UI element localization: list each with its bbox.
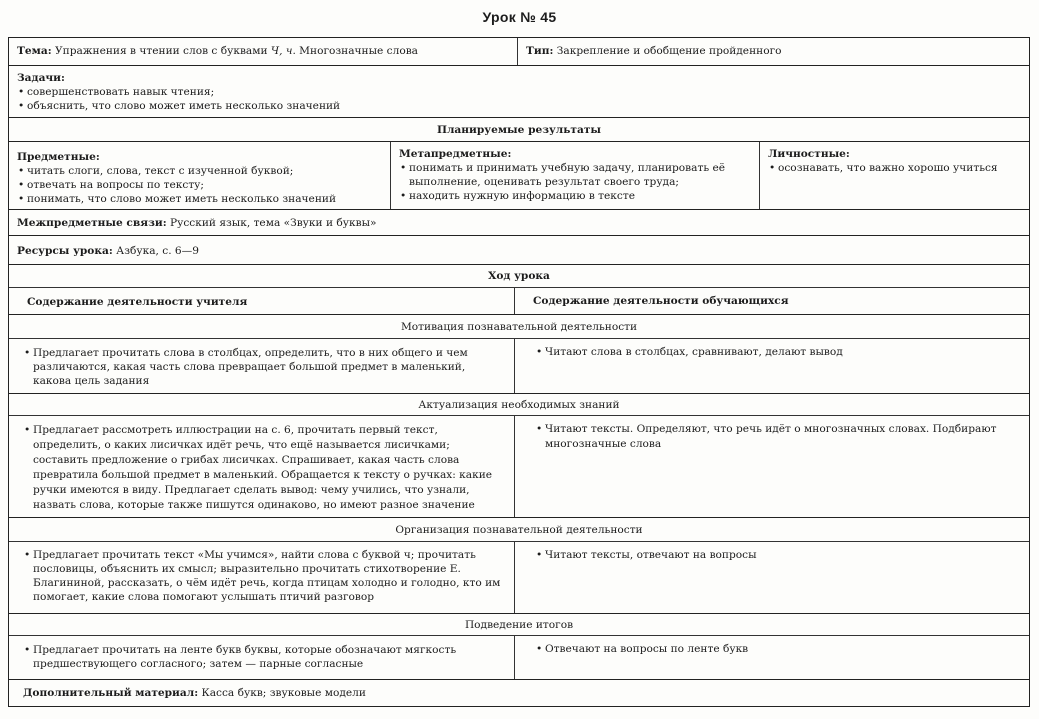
teacher-column-header: Содержание деятельности учителя bbox=[27, 296, 248, 308]
tasks-cell bbox=[9, 66, 1029, 117]
stage-name: Мотивация познавательной деятельности bbox=[400, 321, 638, 333]
subject-results-cell bbox=[9, 142, 390, 209]
stage-row bbox=[9, 541, 1029, 613]
list-item: • читать слоги, слова, текст с изученной буквой; bbox=[17, 164, 382, 178]
meta-results-label: Метапредметные: bbox=[399, 148, 512, 160]
stage-name: Актуализация необходимых знаний bbox=[418, 399, 620, 411]
list-item: • осознавать, что важно хорошо учиться bbox=[768, 161, 1021, 175]
list-item: • Предлагает рассмотреть иллюстрации на с. 6, прочитать первый текст, определить, о каких лисичках идёт речь, что ещё называется лисичками; составить предложение о грибах лисичках. Спрашивает, какая часть слова превратила большой предмет в маленький. Обращается к тексту о ручках: какие ручки имеются в виду. Предлагает сделать вывод: чему учились, что узнали, назвать слова, которые также пишутся одинаково, но имеют разное значение bbox=[23, 423, 504, 513]
list-item: • понимать, что слово может иметь несколько значений bbox=[17, 192, 382, 206]
list-item: • понимать и принимать учебную задачу, планировать её выполнение, оценивать результат своего труда; bbox=[399, 161, 751, 189]
interdisciplinary-value: Русский язык, тема «Звуки и буквы» bbox=[169, 217, 377, 229]
additional-value: Касса букв; звуковые модели bbox=[201, 687, 366, 699]
list-item: • совершенствовать навык чтения; bbox=[17, 85, 1021, 99]
stage-name: Организация познавательной деятельности bbox=[395, 524, 643, 536]
stage-row bbox=[9, 338, 1029, 393]
list-item: • отвечать на вопросы по тексту; bbox=[17, 178, 382, 192]
type-value: Закрепление и обобщение пройденного bbox=[556, 45, 782, 57]
stage-row bbox=[9, 635, 1029, 679]
teacher-activity bbox=[9, 636, 514, 679]
tasks-list bbox=[17, 85, 1021, 113]
planned-results-header: Планируемые результаты bbox=[436, 124, 602, 136]
meta-results-list bbox=[399, 161, 751, 203]
stage-header-row bbox=[9, 517, 1029, 541]
type-label: Тип: bbox=[526, 45, 554, 57]
resources-row bbox=[9, 235, 1029, 264]
interdisciplinary-cell bbox=[9, 210, 1029, 235]
personal-results-cell bbox=[759, 142, 1029, 209]
list-item: • Читают тексты. Определяют, что речь идёт о многозначных словах. Подбирают многозначные слова bbox=[535, 422, 1019, 452]
stage-name: Подведение итогов bbox=[464, 619, 574, 631]
stage-header-row bbox=[9, 314, 1029, 338]
additional-row bbox=[9, 679, 1029, 706]
lesson-plan-table bbox=[8, 37, 1030, 707]
teacher-activity bbox=[9, 542, 514, 613]
topic-value-pre: Упражнения в чтении слов с буквами bbox=[54, 45, 271, 57]
personal-results-list bbox=[768, 161, 1021, 175]
additional-cell bbox=[9, 680, 1029, 706]
students-activity bbox=[514, 339, 1029, 393]
planned-results-row bbox=[9, 141, 1029, 209]
list-item: • Предлагает прочитать текст «Мы учимся», найти слова с буквой ч; прочитать пословицы, объяснить их смысл; выразительно прочитать стихотворение Е. Благининой, рассказать, о чём идёт речь, когда птицам холодно и голодно, кто им помогает, какие слова помогают услышать птичий разговор bbox=[23, 548, 504, 604]
additional-label: Дополнительный материал: bbox=[23, 687, 199, 699]
lesson-title: Урок № 45 bbox=[482, 9, 557, 25]
teacher-activity bbox=[9, 416, 514, 517]
topic-cell bbox=[9, 38, 517, 65]
list-item: • находить нужную информацию в тексте bbox=[399, 189, 751, 203]
stage-header-row bbox=[9, 613, 1029, 635]
course-columns-row bbox=[9, 287, 1029, 314]
students-activity bbox=[514, 416, 1029, 517]
tasks-row bbox=[9, 65, 1029, 117]
topic-letters: Ч, ч bbox=[270, 45, 293, 57]
meta-results-cell bbox=[390, 142, 759, 209]
resources-value: Азбука, с. 6—9 bbox=[116, 245, 199, 257]
resources-label: Ресурсы урока: bbox=[17, 245, 113, 257]
type-cell bbox=[517, 38, 1029, 65]
list-item: • объяснить, что слово может иметь несколько значений bbox=[17, 99, 1021, 113]
list-item: • Читают слова в столбцах, сравнивают, делают вывод bbox=[535, 345, 1019, 359]
students-activity bbox=[514, 542, 1029, 613]
students-column-header: Содержание деятельности обучающихся bbox=[514, 288, 1029, 314]
list-item: • Читают тексты, отвечают на вопросы bbox=[535, 548, 1019, 562]
list-item: • Отвечают на вопросы по ленте букв bbox=[535, 642, 1019, 656]
topic-row bbox=[9, 38, 1029, 65]
planned-results-header-row bbox=[9, 117, 1029, 141]
subject-results-label: Предметные: bbox=[17, 151, 100, 163]
topic-value-post: . Многозначные слова bbox=[292, 45, 418, 57]
course-header: Ход урока bbox=[488, 270, 550, 282]
personal-results-label: Личностные: bbox=[768, 148, 850, 160]
list-item: • Предлагает прочитать слова в столбцах, определить, что в них общего и чем различаются, какая часть слова превращает большой предмет в маленький, какова цель задания bbox=[23, 346, 504, 388]
interdisciplinary-row bbox=[9, 209, 1029, 235]
course-header-row bbox=[9, 264, 1029, 287]
interdisciplinary-label: Межпредметные связи: bbox=[17, 217, 167, 229]
stage-header-row bbox=[9, 393, 1029, 415]
subject-results-list bbox=[17, 164, 382, 206]
tasks-label: Задачи: bbox=[17, 72, 65, 84]
stage-row bbox=[9, 415, 1029, 517]
list-item: • Предлагает прочитать на ленте букв буквы, которые обозначают мягкость предшествующего согласного; затем — парные согласные bbox=[23, 643, 504, 671]
resources-cell bbox=[9, 236, 1029, 264]
teacher-activity bbox=[9, 339, 514, 393]
topic-label: Тема: bbox=[17, 45, 52, 57]
students-activity bbox=[514, 636, 1029, 679]
